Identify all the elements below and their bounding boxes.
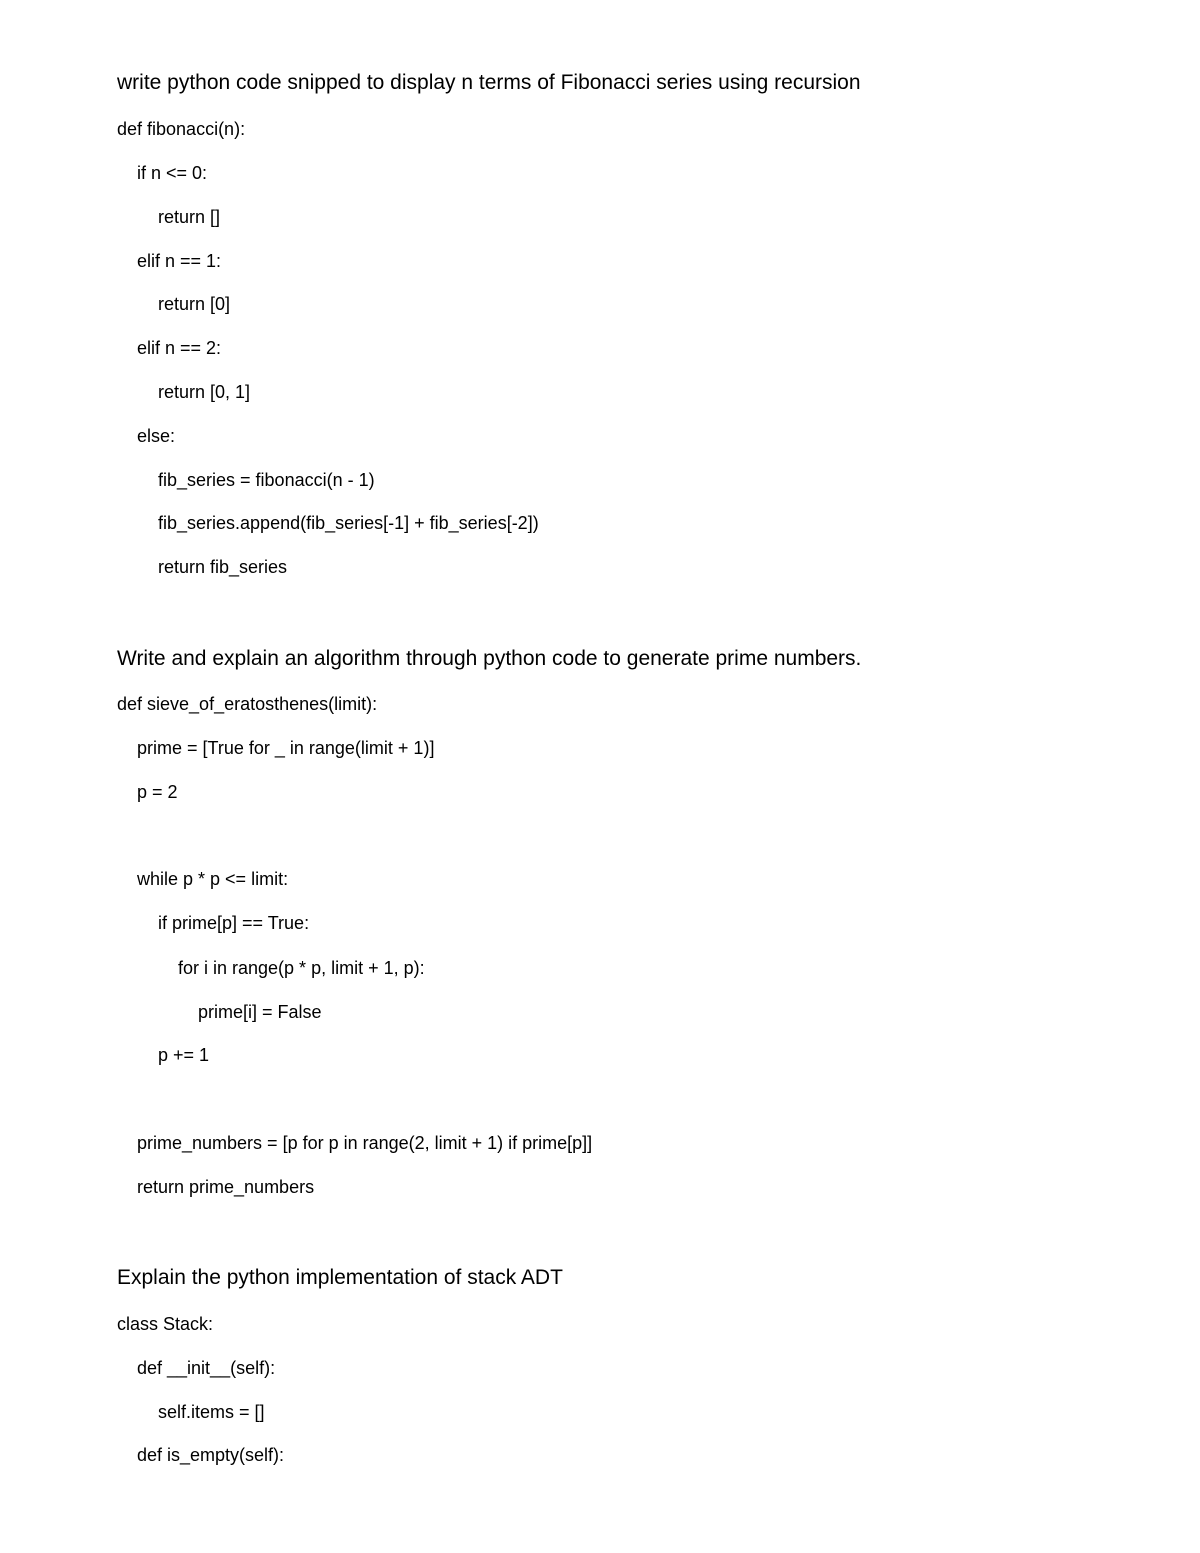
code-line: class Stack: <box>117 1314 214 1334</box>
code-line: fib_series = fibonacci(n - 1) <box>158 470 375 490</box>
code-line: prime[i] = False <box>198 1002 322 1022</box>
code-line: if prime[p] == True: <box>158 913 310 933</box>
code-line: self.items = [] <box>158 1402 265 1422</box>
code-line: for i in range(p * p, limit + 1, p): <box>178 958 425 978</box>
code-line: prime_numbers = [p for p in range(2, limit + 1) if prime[p]] <box>137 1133 593 1153</box>
code-line: p += 1 <box>158 1045 210 1065</box>
question-heading: Write and explain an algorithm through python code to generate prime numbers. <box>117 647 862 670</box>
code-line: def fibonacci(n): <box>117 119 246 139</box>
code-line: def __init__(self): <box>137 1358 276 1378</box>
code-line: while p * p <= limit: <box>137 869 289 889</box>
code-line: return fib_series <box>158 557 288 577</box>
code-line: return [0, 1] <box>158 382 251 402</box>
question-heading: write python code snipped to display n terms of Fibonacci series using recursion <box>117 71 861 94</box>
code-line: elif n == 2: <box>137 338 222 358</box>
code-line: return [0] <box>158 294 231 314</box>
code-line: def is_empty(self): <box>137 1445 285 1465</box>
question-heading: Explain the python implementation of stack ADT <box>117 1266 563 1289</box>
code-line: else: <box>137 426 176 446</box>
code-line: fib_series.append(fib_series[-1] + fib_series[-2]) <box>158 513 539 533</box>
code-line: prime = [True for _ in range(limit + 1)] <box>137 738 435 758</box>
code-line: def sieve_of_eratosthenes(limit): <box>117 694 378 714</box>
code-line: elif n == 1: <box>137 251 222 271</box>
code-line: return [] <box>158 207 221 227</box>
code-line: p = 2 <box>137 782 178 802</box>
code-line: return prime_numbers <box>137 1177 315 1197</box>
code-line: if n <= 0: <box>137 163 208 183</box>
